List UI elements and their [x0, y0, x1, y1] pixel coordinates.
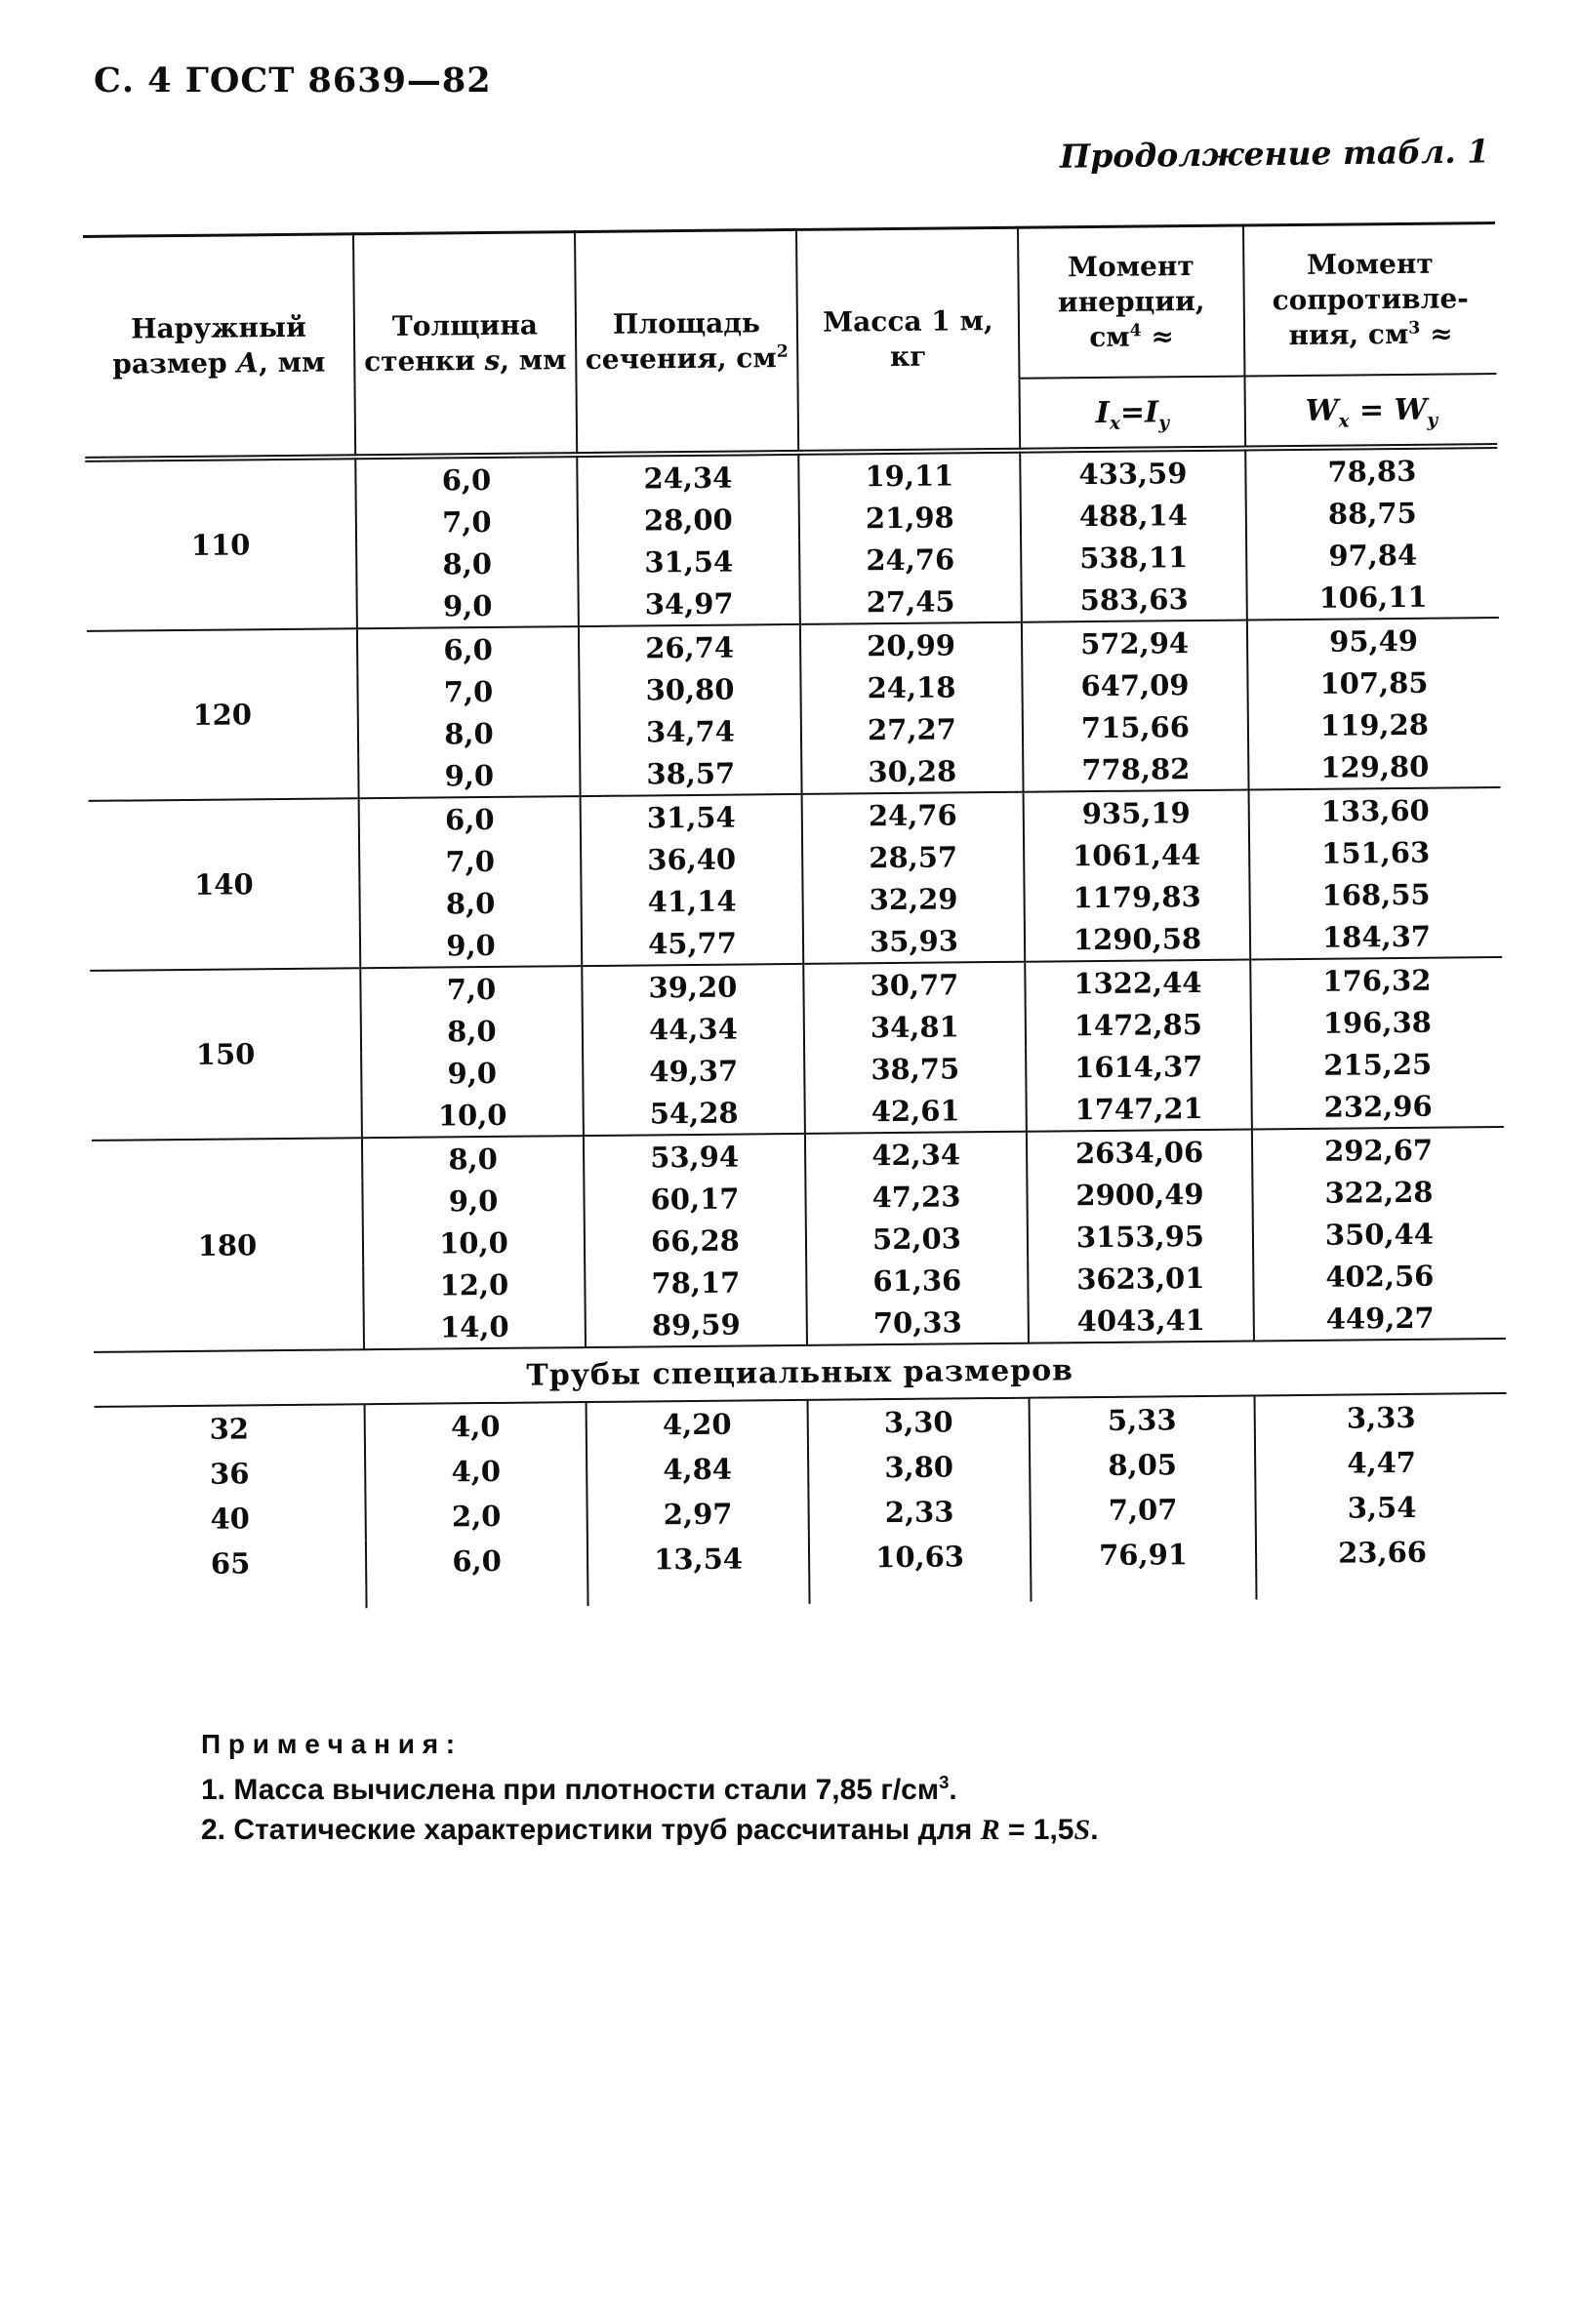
col-header-outer-size: Наружный размер А, мм — [112, 310, 326, 381]
col-header-modulus: Момент сопротивле- ния, $см^3$ ≈ — [1243, 223, 1496, 377]
value-cell: 6,0 — [359, 796, 581, 841]
tail-cell — [366, 1583, 587, 1608]
value-cell: 3153,95 — [1028, 1214, 1253, 1258]
value-cell: 76,91 — [1031, 1531, 1256, 1578]
size-group — [85, 446, 1499, 631]
value-cell: 935,19 — [1024, 790, 1249, 835]
value-cell: 119,28 — [1248, 702, 1500, 746]
value-cell: 53,94 — [584, 1134, 805, 1179]
value-cell: 133,60 — [1249, 787, 1501, 832]
size-label: 150 — [195, 1037, 256, 1071]
value-cell: 34,74 — [580, 709, 801, 753]
value-cell: 3623,01 — [1028, 1256, 1253, 1300]
value-cell: 8,0 — [359, 881, 581, 925]
value-cell: 4043,41 — [1029, 1298, 1254, 1342]
value-cell: 41,14 — [581, 879, 802, 923]
value-cell: 9,0 — [358, 753, 580, 798]
value-cell: 13,54 — [587, 1536, 809, 1583]
size-label: 36 — [209, 1457, 250, 1491]
tail-cell — [96, 1584, 366, 1611]
value-cell: 35,93 — [803, 919, 1025, 964]
value-cell: 1179,83 — [1024, 875, 1249, 919]
size-label: 32 — [209, 1412, 250, 1446]
value-cell: 433,59 — [1020, 449, 1245, 496]
value-cell: 2,97 — [587, 1491, 808, 1538]
note-density: 1. Масса вычислена при плотности стали 7,85 $г/см^3$. — [201, 1772, 957, 1806]
value-cell: 449,27 — [1254, 1296, 1506, 1341]
value-cell: 402,56 — [1253, 1254, 1505, 1298]
col-header-mass: Масса 1 м, кг — [796, 227, 1020, 453]
value-cell: 12,0 — [363, 1262, 585, 1306]
value-cell: 28,00 — [578, 498, 799, 541]
value-cell: 21,98 — [799, 496, 1021, 540]
tail-cell — [587, 1581, 809, 1606]
value-cell: 47,23 — [805, 1175, 1027, 1219]
value-cell: 19,11 — [798, 451, 1020, 498]
value-cell: 70,33 — [807, 1301, 1029, 1345]
value-cell: 176,32 — [1250, 957, 1502, 1002]
col-subheader-wx-wy: $W_x = W_y$ — [1244, 374, 1497, 448]
value-cell: 39,20 — [582, 964, 803, 1009]
col-header-wall-thickness: Толщина стенки s, мм — [353, 232, 577, 458]
page-header: С. 4 ГОСТ 8639—82 — [94, 60, 492, 100]
value-cell: 61,36 — [806, 1259, 1028, 1302]
value-cell: 4,20 — [587, 1400, 808, 1448]
value-cell: 7,0 — [359, 839, 581, 883]
value-cell: 572,94 — [1022, 621, 1247, 665]
value-cell: 1472,85 — [1026, 1002, 1251, 1046]
value-cell: 54,28 — [583, 1091, 804, 1136]
size-label: 120 — [192, 698, 253, 732]
table-continuation-label: Продолжение табл. 1 — [1059, 132, 1490, 176]
value-cell: 36,40 — [581, 837, 802, 881]
size-label: 140 — [193, 867, 254, 902]
value-cell: 583,63 — [1021, 578, 1246, 622]
value-cell: 107,85 — [1247, 661, 1499, 704]
value-cell: 778,82 — [1023, 747, 1248, 792]
value-cell: 78,17 — [585, 1261, 806, 1304]
value-cell: 42,34 — [805, 1132, 1027, 1177]
value-cell: 34,97 — [578, 581, 799, 626]
value-cell: 52,03 — [806, 1217, 1028, 1261]
value-cell: 4,47 — [1255, 1439, 1507, 1486]
pipe-dimensions-table — [83, 221, 1508, 1611]
value-cell: 715,66 — [1023, 705, 1248, 749]
col-header-inertia: Момент инерции, $см^4$ ≈ — [1018, 225, 1244, 379]
value-cell: 60,17 — [584, 1177, 805, 1221]
value-cell: 45,77 — [582, 921, 803, 966]
value-cell: 78,83 — [1245, 446, 1497, 493]
value-cell: 322,28 — [1252, 1170, 1504, 1214]
value-cell: 30,28 — [801, 749, 1023, 794]
notes-title: П р и м е ч а н и я : — [201, 1729, 456, 1759]
value-cell: 38,75 — [804, 1047, 1026, 1091]
value-cell: 24,76 — [802, 792, 1024, 837]
tail-cell — [809, 1579, 1031, 1604]
value-cell: 2900,49 — [1027, 1172, 1252, 1216]
value-cell: 129,80 — [1248, 744, 1500, 789]
value-cell: 350,44 — [1253, 1212, 1505, 1256]
header-row — [83, 223, 1496, 387]
table-zone — [83, 221, 1508, 1611]
value-cell: 89,59 — [586, 1302, 807, 1347]
tail-cell — [1256, 1574, 1508, 1599]
value-cell: 9,0 — [362, 1179, 584, 1222]
value-cell: 28,57 — [802, 835, 1024, 879]
value-cell: 3,30 — [808, 1398, 1030, 1446]
value-cell: 538,11 — [1021, 536, 1246, 580]
value-cell: 42,61 — [804, 1089, 1026, 1134]
value-cell: 184,37 — [1250, 914, 1502, 959]
size-label: 65 — [210, 1546, 251, 1581]
value-cell: 215,25 — [1251, 1042, 1503, 1086]
special-sizes-group — [95, 1393, 1509, 1587]
value-cell: 31,54 — [581, 794, 802, 839]
value-cell: 2,0 — [365, 1493, 587, 1540]
value-cell: 38,57 — [580, 751, 801, 796]
value-cell: 88,75 — [1246, 491, 1498, 535]
value-cell: 95,49 — [1247, 618, 1499, 662]
value-cell: 9,0 — [360, 923, 582, 968]
size-group — [92, 1127, 1506, 1352]
value-cell: 3,80 — [808, 1444, 1030, 1491]
value-cell: 6,0 — [355, 455, 577, 501]
value-cell: 8,0 — [356, 541, 578, 585]
value-cell: 106,11 — [1246, 575, 1498, 620]
value-cell: 30,77 — [803, 962, 1025, 1007]
value-cell: 647,09 — [1022, 663, 1247, 707]
value-cell: 232,96 — [1251, 1084, 1503, 1129]
value-cell: 168,55 — [1249, 872, 1501, 916]
value-cell: 9,0 — [356, 583, 578, 628]
value-cell: 10,0 — [363, 1221, 585, 1264]
size-label: 110 — [190, 528, 251, 562]
value-cell: 24,34 — [577, 453, 798, 500]
value-cell: 8,0 — [362, 1136, 584, 1181]
value-cell: 4,0 — [365, 1402, 587, 1450]
value-cell: 24,18 — [800, 665, 1022, 709]
value-cell: 292,67 — [1252, 1127, 1504, 1172]
value-cell: 14,0 — [364, 1304, 586, 1349]
value-cell: 1614,37 — [1026, 1044, 1251, 1088]
value-cell: 7,0 — [356, 500, 578, 543]
value-cell: 20,99 — [800, 622, 1022, 667]
value-cell: 6,0 — [366, 1538, 587, 1584]
value-cell: 3,54 — [1255, 1484, 1507, 1531]
col-subheader-ix-iy: $I_x=I_y$ — [1019, 377, 1245, 451]
value-cell: 8,0 — [358, 711, 580, 755]
value-cell: 31,54 — [578, 540, 799, 583]
value-cell: 1747,21 — [1026, 1086, 1251, 1131]
value-cell: 151,63 — [1249, 830, 1501, 874]
size-label: 180 — [197, 1227, 258, 1262]
value-cell: 34,81 — [804, 1005, 1026, 1049]
value-cell: 24,76 — [799, 538, 1021, 581]
value-cell: 7,0 — [360, 966, 582, 1011]
value-cell: 7,0 — [357, 669, 579, 713]
value-cell: 6,0 — [357, 626, 579, 671]
value-cell: 196,38 — [1251, 1000, 1503, 1044]
value-cell: 4,0 — [365, 1448, 587, 1495]
value-cell: 7,07 — [1030, 1486, 1255, 1533]
value-cell: 27,27 — [801, 707, 1023, 751]
col-header-section-area: Площадь сечения, $см^2$ — [575, 229, 798, 455]
value-cell: 97,84 — [1246, 533, 1498, 577]
size-group — [90, 957, 1504, 1141]
value-cell: 10,63 — [809, 1534, 1031, 1581]
value-cell: 26,74 — [579, 624, 800, 669]
section-title-label: Трубы специальных размеров — [526, 1352, 1074, 1393]
value-cell: 8,05 — [1030, 1441, 1255, 1488]
value-cell: 27,45 — [799, 580, 1021, 624]
value-cell: 4,84 — [587, 1446, 808, 1493]
value-cell: 44,34 — [583, 1007, 804, 1051]
value-cell: 2,33 — [808, 1489, 1030, 1536]
value-cell: 49,37 — [583, 1049, 804, 1093]
value-cell: 66,28 — [585, 1219, 806, 1262]
size-group — [89, 787, 1503, 971]
value-cell: 30,80 — [579, 667, 800, 711]
value-cell: 3,33 — [1255, 1393, 1507, 1441]
value-cell: 9,0 — [361, 1051, 583, 1095]
value-cell: 32,29 — [802, 877, 1024, 921]
value-cell: 1061,44 — [1024, 833, 1249, 877]
value-cell: 1290,58 — [1025, 916, 1250, 961]
value-cell: 8,0 — [361, 1009, 583, 1053]
value-cell: 5,33 — [1030, 1395, 1255, 1443]
tail-cell — [1031, 1576, 1256, 1601]
table-header — [83, 223, 1497, 460]
value-cell: 23,66 — [1256, 1529, 1508, 1576]
value-cell: 488,14 — [1021, 494, 1246, 538]
value-cell: 10,0 — [362, 1093, 584, 1138]
note-static-characteristics: 2. Статические характеристики труб рассчитаны для R = 1,5S. — [201, 1814, 1099, 1846]
notes-block — [201, 1729, 1431, 1850]
value-cell: 2634,06 — [1027, 1129, 1252, 1174]
size-label: 40 — [210, 1502, 251, 1536]
size-group — [87, 618, 1501, 801]
value-cell: 1322,44 — [1025, 959, 1250, 1004]
